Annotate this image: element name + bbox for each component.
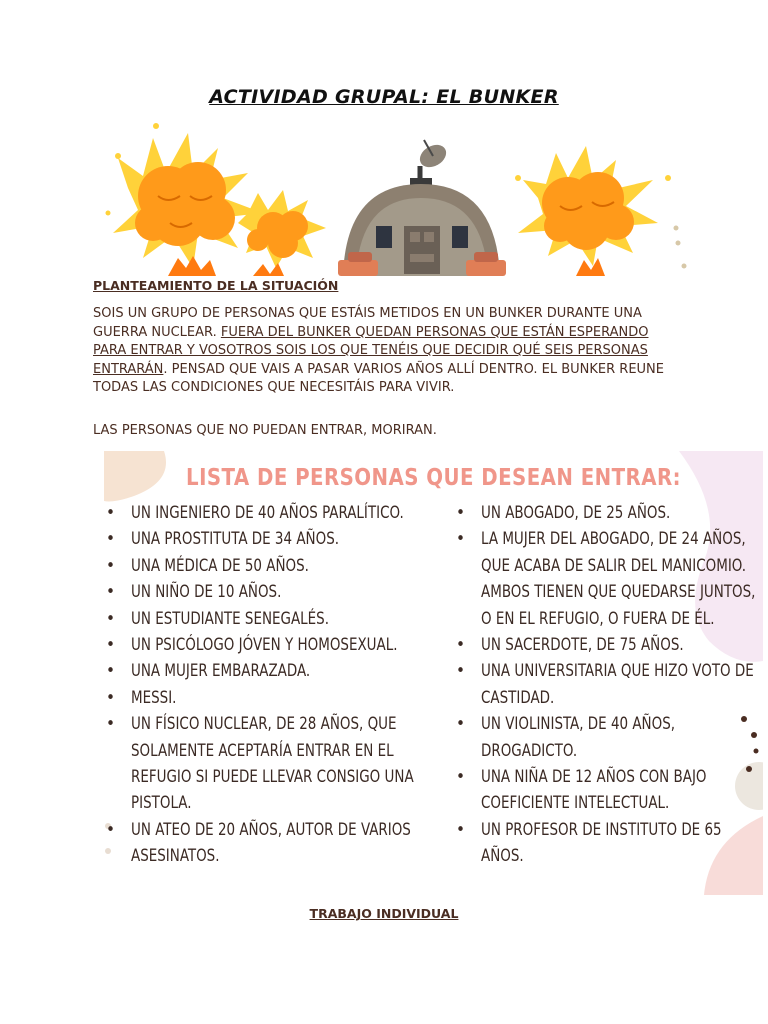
- list-item: • UN PROFESOR DE INSTITUTO DE 65 AÑOS.: [454, 817, 763, 870]
- paragraph-underlined-text: FUERA DEL BUNKER QUEDAN PERSONAS QUE ESTÁN ESPERANDO PARA ENTRAR Y VOSOTROS SOIS LOS QUE TENÉIS QUE DECIDIR QUÉ SEIS PERSONAS ENTRARÁN: [93, 324, 649, 377]
- explosion-icon: [515, 146, 687, 276]
- list-title: LISTA DE PERSONAS QUE DESEAN ENTRAR:: [186, 465, 681, 491]
- list-item: • UN INGENIERO DE 40 AÑOS PARALÍTICO.: [104, 500, 444, 526]
- explosion-icon: [238, 190, 326, 268]
- list-item: • LA MUJER DEL ABOGADO, DE 24 AÑOS, QUE ACABA DE SALIR DEL MANICOMIO. AMBOS TIENEN QUE QUEDARSE JUNTOS, O EN EL REFUGIO, O FUERA DE ÉL.: [454, 526, 763, 632]
- list-column-right: [454, 500, 763, 870]
- warning-paragraph: LAS PERSONAS QUE NO PUEDAN ENTRAR, MORIRAN.: [93, 423, 437, 438]
- explosion-icon: [106, 123, 264, 268]
- bunker-icon: [338, 140, 506, 276]
- list-item: • UNA PROSTITUTA DE 34 AÑOS.: [104, 526, 444, 552]
- section-heading: PLANTEAMIENTO DE LA SITUACIÓN: [93, 278, 339, 293]
- list-item: • UNA MÉDICA DE 50 AÑOS.: [104, 553, 444, 579]
- list-item: • UNA MUJER EMBARAZADA.: [104, 658, 444, 684]
- list-item: • UN VIOLINISTA, DE 40 AÑOS, DROGADICTO.: [454, 711, 763, 764]
- list-item: • UNA UNIVERSITARIA QUE HIZO VOTO DE CASTIDAD.: [454, 658, 763, 711]
- list-item: • UN ABOGADO, DE 25 AÑOS.: [454, 500, 763, 526]
- list-item: • UN PSICÓLOGO JÓVEN Y HOMOSEXUAL.: [104, 632, 444, 658]
- people-list-panel: [104, 451, 763, 895]
- list-item: • UN NIÑO DE 10 AÑOS.: [104, 579, 444, 605]
- list-item: • UN ATEO DE 20 AÑOS, AUTOR DE VARIOS ASESINATOS.: [104, 817, 444, 870]
- paragraph-text: . PENSAD QUE VAIS A PASAR VARIOS AÑOS ALLÍ DENTRO. EL BUNKER REUNE TODAS LAS CONDICIONES QUE NECESITÁIS PARA VIVIR.: [93, 361, 664, 395]
- bunker-explosions-illustration: [98, 118, 698, 280]
- list-item: • MESSI.: [104, 685, 444, 711]
- list-item: • UNA NIÑA DE 12 AÑOS CON BAJO COEFICIENTE INTELECTUAL.: [454, 764, 763, 817]
- list-item: • UN ESTUDIANTE SENEGALÉS.: [104, 606, 444, 632]
- page-title: ACTIVIDAD GRUPAL: EL BUNKER: [209, 86, 559, 108]
- paragraph-text: SOIS UN GRUPO DE PERSONAS QUE ESTÁIS METIDOS EN UN BUNKER DURANTE UNA GUERRA NUCLEAR.: [93, 306, 642, 340]
- situation-paragraph: [93, 305, 678, 398]
- list-column-left: [104, 500, 444, 870]
- list-item: • UN SACERDOTE, DE 75 AÑOS.: [454, 632, 763, 658]
- list-item: • UN FÍSICO NUCLEAR, DE 28 AÑOS, QUE SOLAMENTE ACEPTARÍA ENTRAR EN EL REFUGIO SI PUEDE LLEVAR CONSIGO UNA PISTOLA.: [104, 711, 444, 817]
- footer-heading: TRABAJO INDIVIDUAL: [309, 906, 459, 921]
